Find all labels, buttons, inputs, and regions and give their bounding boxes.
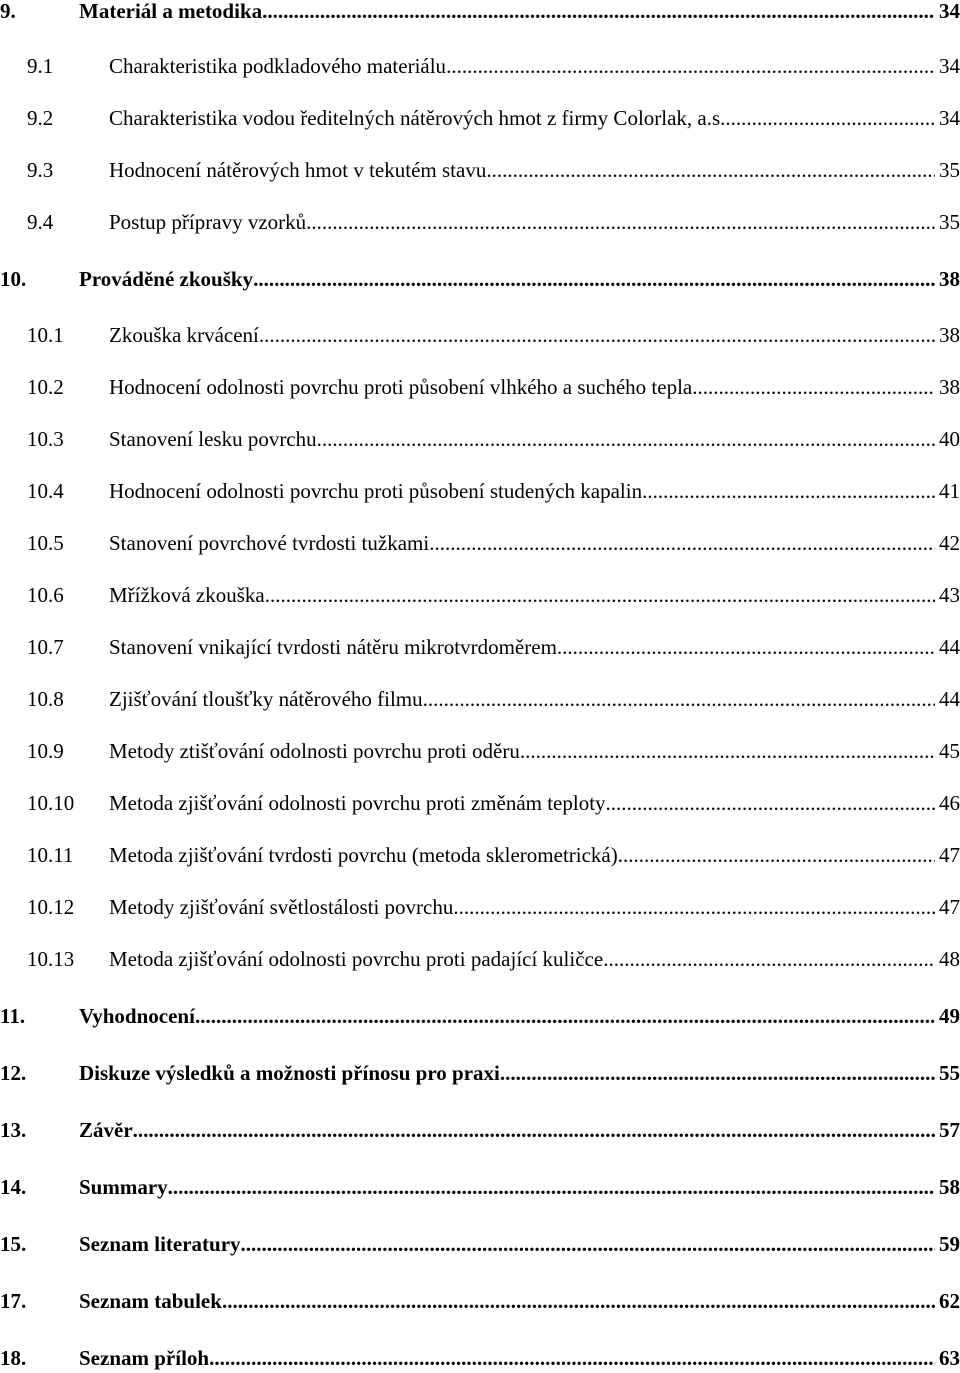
toc-chapter-entry[interactable]: [0, 0, 960, 26]
toc-entry-page: 34: [939, 106, 960, 130]
toc-dot-leader: [486, 155, 935, 185]
toc-chapter-entry[interactable]: [0, 1115, 960, 1145]
toc-chapter-entry[interactable]: [0, 264, 960, 294]
toc-entry-page: 43: [939, 583, 960, 607]
toc-dot-leader: [618, 840, 935, 870]
toc-section-entry[interactable]: [0, 632, 960, 662]
toc-entry-number: 15.: [0, 1232, 27, 1256]
toc-section-entry[interactable]: [0, 892, 960, 922]
toc-dot-leader: [262, 0, 935, 26]
toc-entry-title: Stanovení vnikající tvrdosti nátěru mikrotvrdoměrem: [109, 635, 557, 659]
toc-dot-leader: [557, 632, 935, 662]
toc-entry-page: 34: [939, 54, 960, 78]
toc-entry-page: 44: [939, 687, 960, 711]
toc-entry-number: 12.: [0, 1061, 27, 1085]
toc-entry-number: 10.12: [27, 895, 75, 919]
toc-section-entry[interactable]: [0, 736, 960, 766]
toc-section-entry[interactable]: [0, 51, 960, 81]
toc-section-entry[interactable]: [0, 207, 960, 237]
toc-entry-page: 38: [939, 323, 960, 347]
toc-chapter-entry[interactable]: [0, 1343, 960, 1373]
toc-entry-number: 10.: [0, 267, 27, 291]
toc-entry-number: 10.1: [27, 323, 64, 347]
toc-entry-page: 55: [939, 1061, 960, 1085]
toc-entry-title: Mřížková zkouška: [109, 583, 265, 607]
toc-entry-title: Materiál a metodika: [79, 0, 263, 23]
toc-entry-page: 41: [939, 479, 960, 503]
toc-entry-number: 10.7: [27, 635, 64, 659]
toc-entry-title: Metoda zjišťování odolnosti povrchu proti padající kuličce: [109, 947, 604, 971]
toc-entry-title: Stanovení lesku povrchu: [109, 427, 317, 451]
toc-dot-leader: [606, 788, 935, 818]
toc-entry-page: 45: [939, 739, 960, 763]
toc-entry-title: Seznam tabulek: [79, 1289, 222, 1313]
toc-entry-title: Metody ztišťování odolnosti povrchu proti oděru: [109, 739, 520, 763]
toc-entry-number: 9.4: [27, 210, 54, 234]
toc-entry-title: Diskuze výsledků a možnosti přínosu pro praxi: [79, 1061, 500, 1085]
toc-section-entry[interactable]: [0, 372, 960, 402]
toc-entry-title: Charakteristika podkladového materiálu: [109, 54, 447, 78]
toc-entry-number: 10.6: [27, 583, 64, 607]
toc-entry-number: 10.13: [27, 947, 75, 971]
toc-chapter-entry[interactable]: [0, 1286, 960, 1316]
toc-entry-page: 47: [939, 843, 960, 867]
toc-entry-page: 47: [939, 895, 960, 919]
toc-entry-page: 46: [939, 791, 960, 815]
toc-entry-title: Hodnocení nátěrových hmot v tekutém stavu: [109, 158, 487, 182]
toc-section-entry[interactable]: [0, 788, 960, 818]
toc-section-entry[interactable]: [0, 103, 960, 133]
toc-entry-number: 10.5: [27, 531, 64, 555]
toc-entry-title: Metody zjišťování světlostálosti povrchu: [109, 895, 454, 919]
toc-entry-number: 17.: [0, 1289, 27, 1313]
toc-entry-number: 9.: [0, 0, 16, 23]
toc-entry-title: Prováděné zkoušky: [79, 267, 254, 291]
toc-chapter-entry[interactable]: [0, 1229, 960, 1259]
toc-dot-leader: [195, 1001, 935, 1031]
toc-entry-page: 35: [939, 158, 960, 182]
toc-entry-page: 38: [939, 267, 960, 291]
toc-entry-page: 57: [939, 1118, 960, 1142]
toc-section-entry[interactable]: [0, 840, 960, 870]
toc-entry-page: 42: [939, 531, 960, 555]
toc-entry-number: 9.1: [27, 54, 54, 78]
toc-dot-leader: [253, 264, 935, 294]
toc-dot-leader: [520, 736, 935, 766]
toc-entry-page: 48: [939, 947, 960, 971]
toc-entry-page: 49: [939, 1004, 960, 1028]
toc-entry-title: Seznam literatury: [79, 1232, 241, 1256]
toc-dot-leader: [500, 1058, 935, 1088]
toc-dot-leader: [133, 1115, 935, 1145]
toc-dot-leader: [317, 424, 935, 454]
toc-entry-page: 35: [939, 210, 960, 234]
toc-entry-number: 10.9: [27, 739, 64, 763]
toc-entry-title: Metoda zjišťování odolnosti povrchu proti změnám teploty: [109, 791, 606, 815]
toc-entry-page: 44: [939, 635, 960, 659]
toc-section-entry[interactable]: [0, 528, 960, 558]
toc-entry-number: 9.3: [27, 158, 54, 182]
toc-dot-leader: [306, 207, 935, 237]
toc-entry-number: 10.3: [27, 427, 64, 451]
toc-entry-page: 62: [939, 1289, 960, 1313]
toc-entry-number: 10.8: [27, 687, 64, 711]
toc-dot-leader: [642, 476, 935, 506]
toc-entry-number: 14.: [0, 1175, 27, 1199]
toc-entry-number: 10.4: [27, 479, 64, 503]
toc-chapter-entry[interactable]: [0, 1058, 960, 1088]
toc-entry-title: Zjišťování tloušťky nátěrového filmu: [109, 687, 423, 711]
toc-entry-title: Vyhodnocení: [79, 1004, 195, 1028]
toc-entry-page: 40: [939, 427, 960, 451]
toc-entry-number: 9.2: [27, 106, 54, 130]
toc-entry-title: Závěr: [79, 1118, 133, 1142]
toc-chapter-entry[interactable]: [0, 1172, 960, 1202]
toc-section-entry[interactable]: [0, 580, 960, 610]
toc-chapter-entry[interactable]: [0, 1001, 960, 1031]
toc-entry-title: Zkouška krvácení: [109, 323, 259, 347]
toc-entry-number: 18.: [0, 1346, 27, 1370]
toc-entry-title: Charakteristika vodou ředitelných nátěrových hmot z firmy Colorlak, a.s.: [109, 106, 726, 130]
toc-entry-title: Seznam příloh: [79, 1346, 210, 1370]
toc-entry-title: Metoda zjišťování tvrdosti povrchu (metoda sklerometrická): [109, 843, 618, 867]
toc-entry-page: 63: [939, 1346, 960, 1370]
toc-dot-leader: [265, 580, 935, 610]
toc-entry-page: 38: [939, 375, 960, 399]
toc-dot-leader: [241, 1229, 935, 1259]
toc-dot-leader: [603, 944, 935, 974]
toc-dot-leader: [259, 320, 935, 350]
toc-section-entry[interactable]: [0, 476, 960, 506]
toc-entry-title: Hodnocení odolnosti povrchu proti působení vlhkého a suchého tepla: [109, 375, 693, 399]
toc-dot-leader: [453, 892, 935, 922]
toc-section-entry[interactable]: [0, 424, 960, 454]
toc-dot-leader: [423, 684, 935, 714]
toc-entry-page: 34: [939, 0, 960, 23]
toc-dot-leader: [209, 1343, 935, 1373]
toc-dot-leader: [222, 1286, 935, 1316]
toc-entry-number: 11.: [0, 1004, 26, 1028]
toc-entry-number: 10.10: [27, 791, 75, 815]
toc-entry-number: 10.11: [27, 843, 74, 867]
toc-dot-leader: [429, 528, 935, 558]
toc-section-entry[interactable]: [0, 684, 960, 714]
toc-entry-number: 13.: [0, 1118, 27, 1142]
toc-dot-leader: [446, 51, 935, 81]
toc-entry-title: Hodnocení odolnosti povrchu proti působení studených kapalin: [109, 479, 643, 503]
toc-entry-title: Stanovení povrchové tvrdosti tužkami: [109, 531, 430, 555]
toc-entry-page: 58: [939, 1175, 960, 1199]
toc-entry-title: Postup přípravy vzorků: [109, 210, 307, 234]
toc-entry-number: 10.2: [27, 375, 64, 399]
toc-dot-leader: [725, 103, 935, 133]
toc-section-entry[interactable]: [0, 155, 960, 185]
toc-section-entry[interactable]: [0, 944, 960, 974]
toc-entry-title: Summary: [79, 1175, 168, 1199]
toc-dot-leader: [692, 372, 935, 402]
toc-entry-page: 59: [939, 1232, 960, 1256]
toc-dot-leader: [168, 1172, 935, 1202]
toc-section-entry[interactable]: [0, 320, 960, 350]
